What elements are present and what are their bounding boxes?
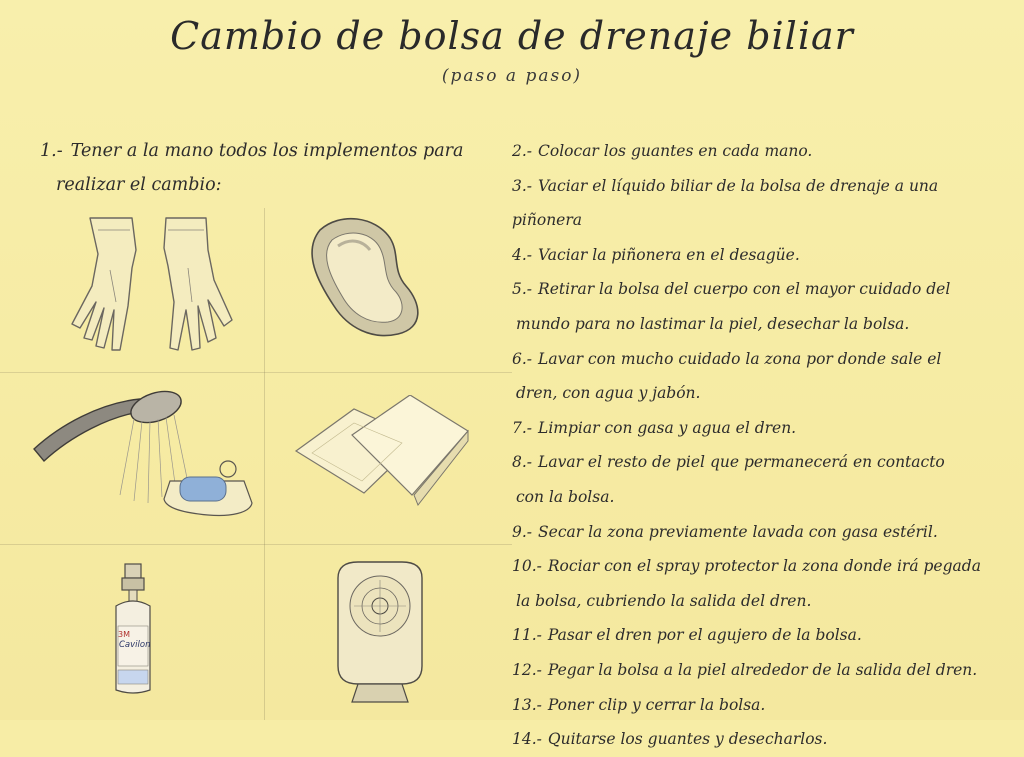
step-item (512, 445, 1010, 480)
step-number: 6.- (512, 349, 533, 368)
step-1 (40, 134, 510, 202)
implements-grid (0, 200, 512, 720)
step-continuation (512, 376, 1010, 411)
step-text: Retirar la bolsa del cuerpo con el mayor cuidado del (538, 280, 951, 299)
page-subtitle: (paso a paso) (441, 66, 583, 86)
step-number: 14.- (512, 730, 542, 749)
step-text: la bolsa, cubriendo la salida del dren. (516, 591, 812, 610)
step-text-continuation: realizar el cambio: (56, 175, 222, 195)
step-item (512, 169, 1010, 238)
shower-soap-icon (30, 385, 260, 525)
gauze-icon (292, 395, 472, 515)
step-text: Lavar con mucho cuidado la zona por donde sale el (538, 349, 942, 368)
grid-divider (264, 208, 265, 720)
step-number: 8.- (512, 453, 533, 472)
step-text: con la bolsa. (516, 487, 615, 506)
step-text: Rociar con el spray protector la zona donde irá pegada (547, 557, 981, 576)
step-continuation (512, 584, 1010, 619)
step-text: Quitarse los guantes y desecharlos. (547, 730, 828, 749)
step-continuation (512, 307, 1010, 342)
step-number: 13.- (512, 695, 542, 714)
step-item (512, 688, 1010, 723)
step-item (512, 515, 1010, 550)
step-text: Lavar el resto de piel que permanecerá en contacto (538, 453, 945, 472)
step-text: Colocar los guantes en cada mano. (538, 142, 813, 160)
step-number: 2.- (512, 142, 533, 160)
step-number: 12.- (512, 660, 542, 679)
spray-bottle-icon (108, 562, 158, 702)
step-number: 5.- (512, 280, 533, 299)
spray-brand-label: 3M (118, 630, 130, 639)
step-continuation (512, 480, 1010, 515)
step-text: Poner clip y cerrar la bolsa. (547, 695, 766, 714)
step-item (512, 272, 1010, 307)
step-text: Vaciar la piñonera en el desagüe. (538, 245, 800, 264)
step-item (512, 722, 1010, 757)
grid-divider (0, 372, 512, 373)
step-number: 7.- (512, 418, 533, 437)
step-item (512, 342, 1010, 377)
step-text: mundo para no lastimar la piel, desechar la bolsa. (516, 314, 910, 333)
kidney-dish-icon (300, 210, 440, 340)
step-item (512, 134, 1010, 169)
step-number: 1.- (40, 141, 63, 161)
spray-product-label: Cavilon (119, 640, 151, 650)
gloves-icon (40, 210, 250, 360)
step-text: Pegar la bolsa a la piel alrededor de la salida del dren. (547, 660, 978, 679)
grid-divider (0, 544, 512, 545)
step-item (512, 238, 1010, 273)
step-number: 9.- (512, 522, 533, 541)
steps-list (512, 134, 1010, 757)
page-title: Cambio de bolsa de drenaje biliar (170, 14, 854, 58)
step-text: Limpiar con gasa y agua el dren. (538, 418, 797, 437)
step-item (512, 653, 1010, 688)
step-number: 10.- (512, 557, 542, 576)
step-item (512, 549, 1010, 584)
ostomy-bag-icon (328, 558, 432, 708)
step-number: 11.- (512, 626, 542, 645)
step-item (512, 618, 1010, 653)
step-text: Secar la zona previamente lavada con gasa estéril. (538, 522, 938, 541)
step-item (512, 411, 1010, 446)
step-text: Tener a la mano todos los implementos para (70, 141, 464, 161)
step-text: Vaciar el líquido biliar de la bolsa de drenaje a una piñonera (512, 176, 939, 230)
step-text: dren, con agua y jabón. (516, 384, 701, 403)
step-number: 4.- (512, 245, 533, 264)
step-text: Pasar el dren por el agujero de la bolsa. (547, 626, 862, 645)
step-number: 3.- (512, 176, 533, 195)
